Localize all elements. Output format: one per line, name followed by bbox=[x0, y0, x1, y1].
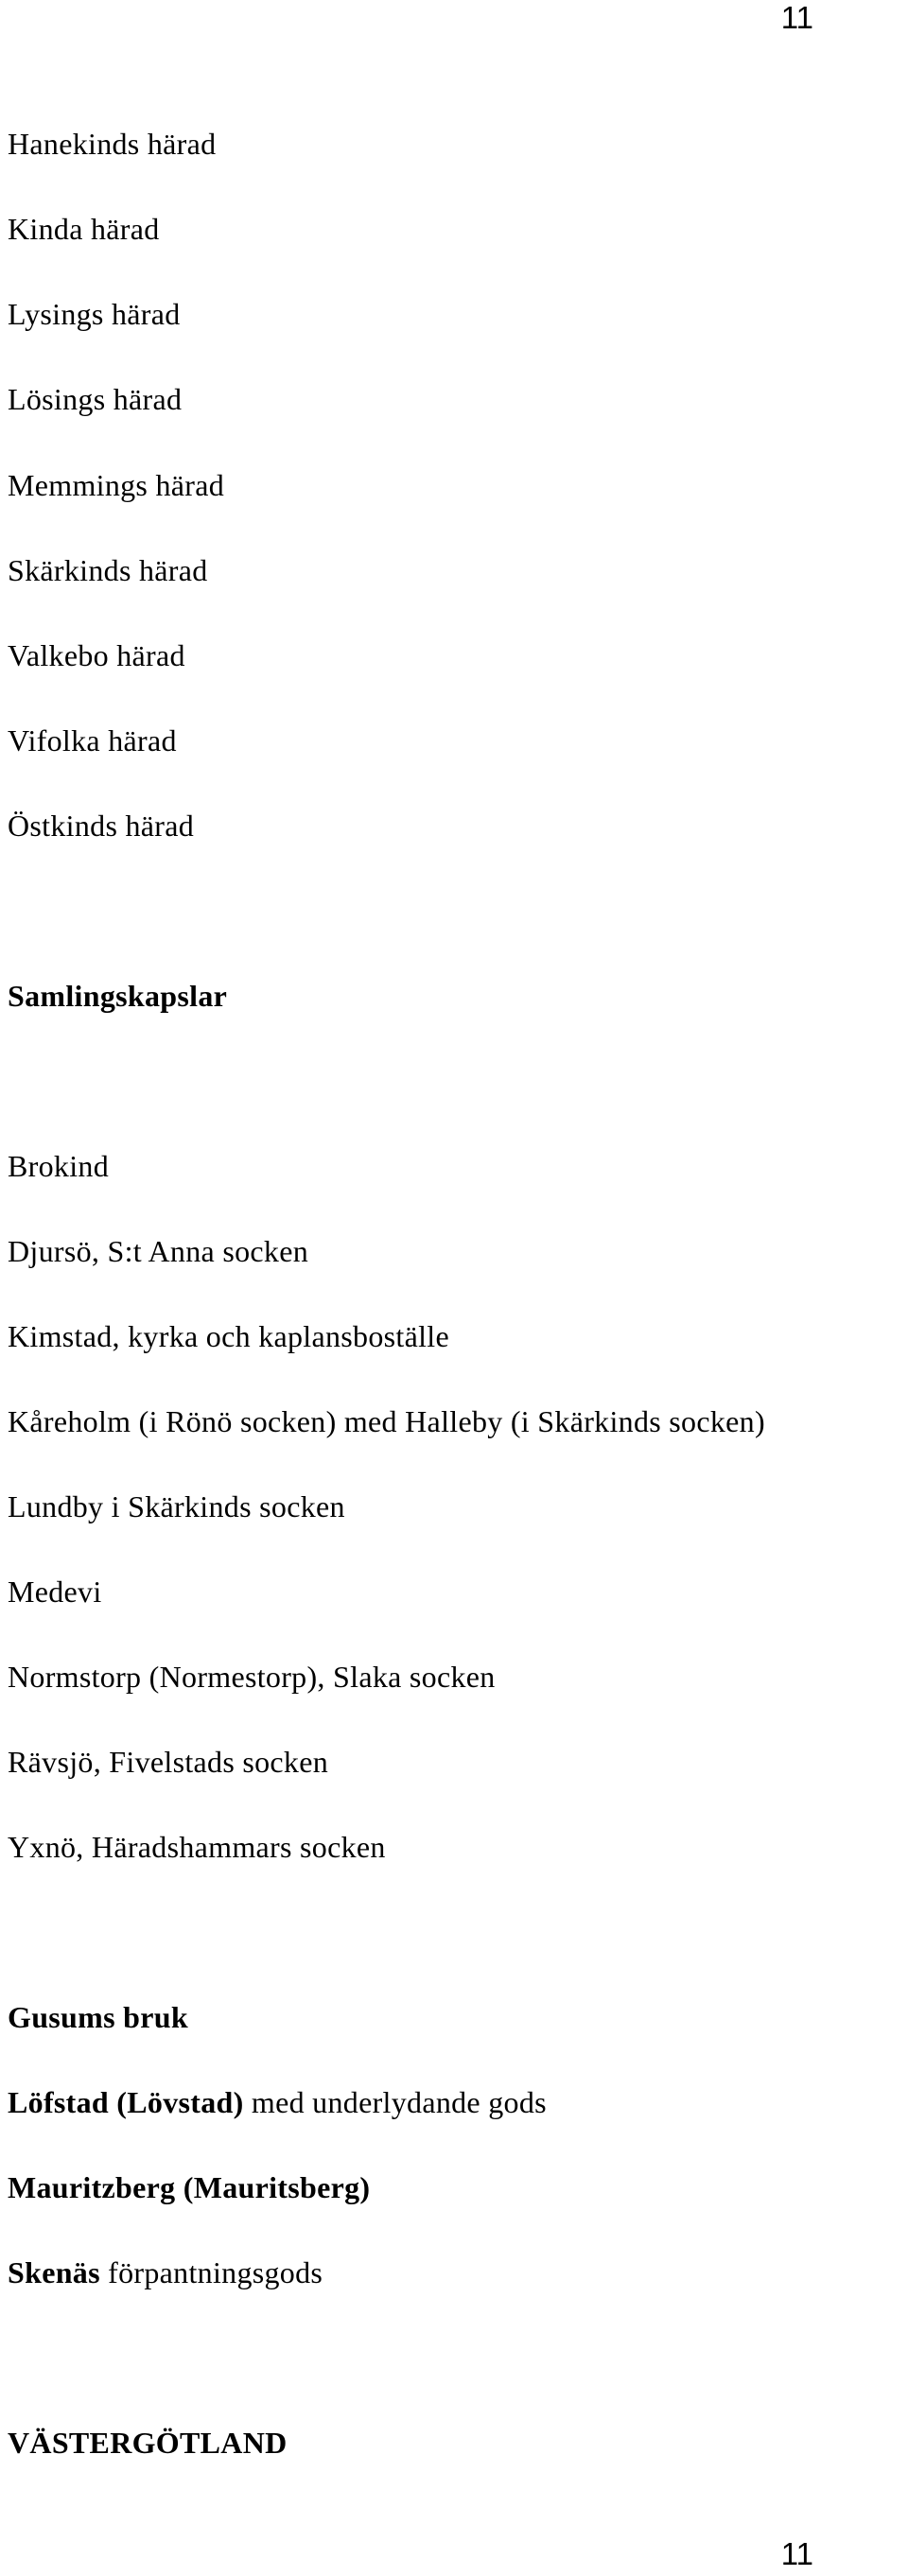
list-item-harad: Valkebo härad bbox=[8, 638, 185, 672]
estate-item bbox=[8, 2002, 188, 2032]
estate-item bbox=[8, 2172, 370, 2202]
list-item-harad: Lösings härad bbox=[8, 382, 183, 416]
page-number-bottom: 11 bbox=[780, 2536, 813, 2571]
list-item-harad: Kinda härad bbox=[8, 212, 160, 246]
estate-item bbox=[8, 2257, 323, 2288]
estate-description: med underlydande gods bbox=[243, 2085, 547, 2119]
list-item-samlingskapsel: Djursö, S:t Anna socken bbox=[8, 1234, 308, 1268]
list-item-harad: Östkinds härad bbox=[8, 809, 195, 843]
section-heading-vastergotland: VÄSTERGÖTLAND bbox=[8, 2426, 288, 2460]
estate-name: Skenäs bbox=[8, 2255, 100, 2289]
estate-item bbox=[8, 2087, 547, 2117]
list-item-samlingskapsel: Medevi bbox=[8, 1575, 102, 1609]
list-item-harad: Memmings härad bbox=[8, 468, 225, 502]
list-item-harad: Skärkinds härad bbox=[8, 553, 208, 587]
list-item-samlingskapsel: Yxnö, Häradshammars socken bbox=[8, 1830, 386, 1864]
list-item-harad: Lysings härad bbox=[8, 297, 181, 331]
list-item-samlingskapsel: Kimstad, kyrka och kaplansboställe bbox=[8, 1319, 449, 1353]
list-item-samlingskapsel: Normstorp (Normestorp), Slaka socken bbox=[8, 1660, 496, 1694]
list-item-harad: Vifolka härad bbox=[8, 723, 177, 757]
estate-name: Löfstad (Lövstad) bbox=[8, 2085, 244, 2119]
list-item-samlingskapsel: Brokind bbox=[8, 1149, 109, 1183]
list-item-samlingskapsel: Rävsjö, Fivelstads socken bbox=[8, 1745, 329, 1779]
estate-name: Gusums bruk bbox=[8, 2000, 188, 2034]
estate-name: Mauritzberg (Mauritsberg) bbox=[8, 2170, 371, 2204]
list-item-samlingskapsel: Lundby i Skärkinds socken bbox=[8, 1489, 345, 1523]
estate-description: förpantningsgods bbox=[99, 2255, 323, 2289]
section-heading-samlingskapslar: Samlingskapslar bbox=[8, 979, 228, 1013]
list-item-harad: Hanekinds härad bbox=[8, 127, 217, 161]
list-item-samlingskapsel: Kåreholm (i Rönö socken) med Halleby (i Skärkinds socken) bbox=[8, 1404, 765, 1438]
page-number-top: 11 bbox=[780, 0, 813, 35]
